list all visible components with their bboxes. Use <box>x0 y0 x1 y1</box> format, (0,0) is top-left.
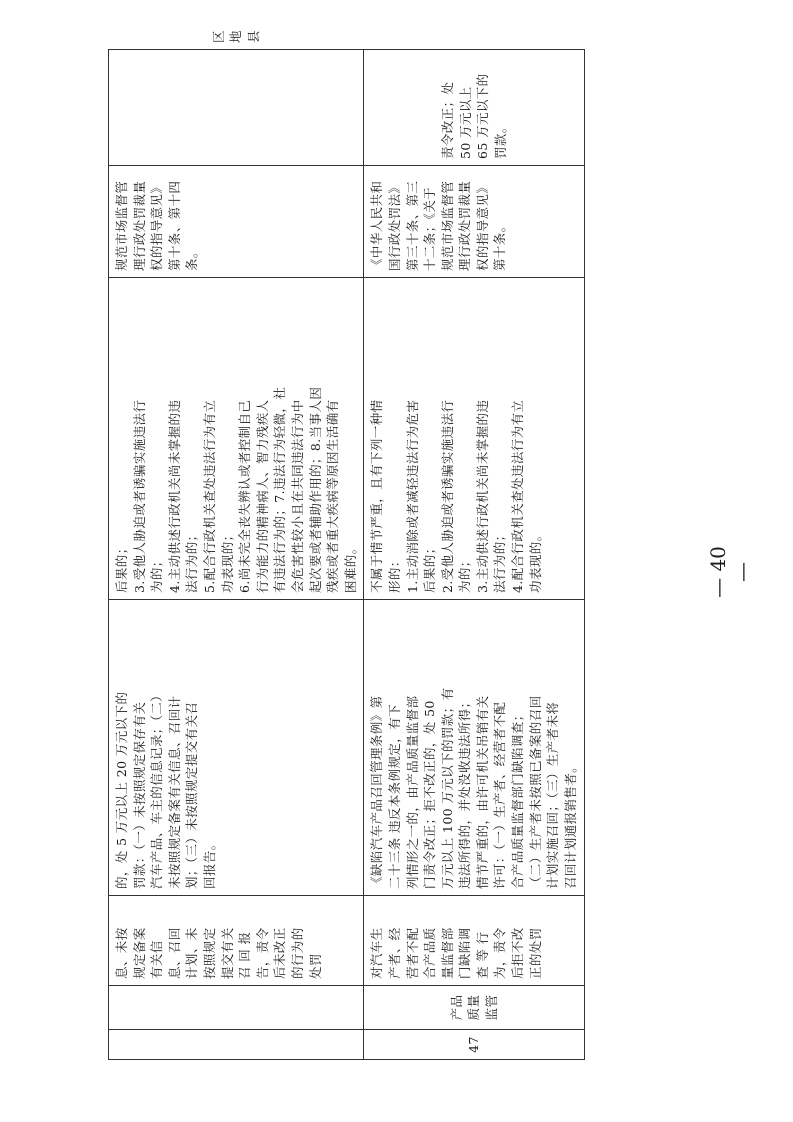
circumstances-line: 6.尚未完全丧失辨认或者控制自己 <box>237 399 253 593</box>
behavior-line: 门缺陷调 <box>457 927 473 979</box>
provision-line: 《缺陷汽车产品召回管理条例》第 <box>369 695 385 889</box>
basis-line: 第三十条、第三 <box>404 180 420 271</box>
page-number: — 40 — <box>706 546 754 598</box>
provision-line: 召回计划通报销售者。 <box>562 759 578 889</box>
behavior-line: 的行为的 <box>289 927 305 979</box>
penalty-line: 50 万元以上 <box>457 86 473 159</box>
circumstances-line: 起次要或者辅助作用的；8.当事人因 <box>307 386 323 593</box>
circumstances-line: 困难的。 <box>342 541 358 593</box>
provision-line: 情节严重的，由许可机关吊销有关 <box>474 695 490 889</box>
behavior-line: 后未改正 <box>272 927 288 979</box>
row-number: 47 <box>364 1030 585 1060</box>
behavior-line: 规定备案 <box>131 927 147 979</box>
behavior-cell <box>364 896 585 986</box>
provision-line: 违法所得的，并处没收违法所得； <box>457 695 473 889</box>
circumstances-line: 不属于情节严重，且有下列一种情 <box>369 399 385 593</box>
circumstances-line: 2.受他人胁迫或者诱骗实施违法行 <box>439 399 455 593</box>
circumstances-line: 残疾或者重大疾病等原因生活确有 <box>325 399 341 593</box>
circumstances-cell <box>109 278 364 600</box>
circumstances-line: 后果的； <box>422 541 438 593</box>
basis-cell <box>109 166 364 278</box>
behavior-line: 处罚 <box>307 953 323 979</box>
behavior-line: 息、召回 <box>166 927 182 979</box>
penalty-line: 责令改正；处 <box>439 81 455 159</box>
circumstances-line: 3.受他人胁迫或者诱骗实施违法行 <box>131 399 147 593</box>
circumstances-line: 功表现的。 <box>527 528 543 593</box>
provision-cell <box>364 600 585 896</box>
behavior-line: 召 回 报 <box>237 931 253 979</box>
circumstances-line: 为的； <box>149 554 165 593</box>
penalty-line: 65 万元以下的 <box>475 73 491 159</box>
circumstances-line: 形的： <box>386 554 402 593</box>
provision-line: 罚款：（一）未按照规定保存有关 <box>131 701 147 889</box>
provision-line: 合产品质量监督部门缺陷调查； <box>510 708 526 889</box>
basis-line: 规范市场监督管 <box>114 180 129 271</box>
circumstances-line: 为的； <box>457 554 473 593</box>
circumstances-line: 法行为的； <box>184 528 200 593</box>
behavior-line: 按照规定 <box>201 927 217 979</box>
provision-line: 未按照规定备案有关信息、召回计 <box>166 695 182 889</box>
behavior-line: 告，责令 <box>254 927 270 979</box>
page-number-area <box>700 0 760 1122</box>
behavior-line: 合产品质 <box>422 927 438 979</box>
provision-line: 计划实施召回；（三）生产者未将 <box>545 701 561 889</box>
basis-line: 国行政处罚法》 <box>386 180 402 271</box>
provision-line: 列情形之一的，由产品质量监督部 <box>404 695 420 889</box>
behavior-line: 对汽车生 <box>369 927 385 979</box>
provision-line: 门责令改正；拒不改正的，处 50 <box>422 700 438 889</box>
provision-line: 许可：（一）生产者、经营者不配 <box>492 701 508 889</box>
circumstances-line: 法行为的； <box>492 528 508 593</box>
circumstances-line: 后果的； <box>114 541 129 593</box>
basis-line: 权的指导意见》 <box>149 180 165 271</box>
penalty-cell <box>364 50 585 166</box>
circumstances-line: 1.主动消除或者减轻违法行为危害 <box>404 399 420 593</box>
behavior-line: 查 等 行 <box>474 931 490 979</box>
category-line: 产品 <box>448 994 464 1021</box>
circumstances-cell <box>364 278 585 600</box>
rotated-table-container <box>108 30 585 1060</box>
basis-line: 理行政处罚裁量 <box>131 180 147 271</box>
table-row-continuation: 息、未按 规定备案 有关信 息、召回 计划、未 按照规定 提交有关 召 回 报 告，责令 后未改正 的行为的 处罚 的，处 5 万元以上 20 万元以下的 罚款：（一）未按照规定保存有关 汽车产品、车主的信息记录；（二） 未按照规定备案有关信息、召回计 划；（三）未按照规定提交有关召 回报告。 后果的； 3.受他人胁迫或者诱骗实施违法行 为的； 4.主动供述行政机关尚未掌握的违 法行为的； 5.配合行政机关查处违法行为有立 功表现的； 6.尚未完全丧失辨认或者控制自己 行为能力的精神病人、智力残疾人 有违法行为的；7.违法行为轻微，社 会危害性较小且在共同违法行为中 起次要或者辅助作用的；8.当事人因 残疾或者重大疾病等原因生活确有 困难的。 规范市场监督管 理行政处罚裁量 权的指导意见》 第十条、第十四 条。 区地县 <box>109 50 364 1060</box>
basis-cell <box>364 166 585 278</box>
provision-line: 汽车产品、车主的信息记录；（二） <box>149 688 165 889</box>
circumstances-line: 5.配合行政机关查处违法行为有立 <box>201 399 217 593</box>
circumstances-line: 3.主动供述行政机关尚未掌握的违 <box>474 399 490 593</box>
circumstances-line: 功表现的； <box>219 528 235 593</box>
behavior-line: 产者、经 <box>386 927 402 979</box>
behavior-line: 后拒不改 <box>510 927 526 979</box>
provision-line: 万元以上 100 万元以下的罚款；有 <box>439 687 455 889</box>
basis-line: 第十条。 <box>492 219 508 271</box>
behavior-line: 息、未按 <box>114 927 129 979</box>
provision-line: 划；（三）未按照规定提交有关召 <box>184 701 200 889</box>
basis-line: 第十条、第十四 <box>166 180 182 271</box>
behavior-cell <box>109 896 364 986</box>
table-row-47 <box>364 50 585 1060</box>
category-line: 质量 <box>466 994 482 1021</box>
category-line: 监管 <box>483 994 499 1021</box>
basis-line: 十二条；《关于 <box>422 186 438 271</box>
behavior-line: 计划、未 <box>184 927 200 979</box>
behavior-line: 营者不配 <box>404 927 420 979</box>
circumstances-line: 行为能力的精神病人、智力残疾人 <box>254 399 270 593</box>
circumstances-line: 4.主动供述行政机关尚未掌握的违 <box>166 399 182 593</box>
penalty-table <box>108 30 585 1060</box>
circumstances-line: 4.配合行政机关查处违法行为有立 <box>510 399 526 593</box>
row-category <box>109 986 364 1030</box>
provision-cell <box>109 600 364 896</box>
behavior-line: 提交有关 <box>219 927 235 979</box>
behavior-line: 量监督部 <box>439 927 455 979</box>
basis-line: 权的指导意见》 <box>474 180 490 271</box>
provision-line: 的，处 5 万元以上 20 万元以下的 <box>114 691 129 889</box>
basis-line: 《中华人民共和 <box>369 180 385 271</box>
circumstances-line: 有违法行为的；7.违法行为轻微，社 <box>272 386 288 593</box>
circumstances-line: 会危害性较小且在共同违法行为中 <box>289 399 305 593</box>
penalty-line: 罚款。 <box>492 120 508 159</box>
behavior-line: 为，责令 <box>492 927 508 979</box>
row-number <box>109 1030 364 1060</box>
basis-line: 条。 <box>184 245 200 271</box>
penalty-cell <box>109 50 364 166</box>
provision-line: 回报告。 <box>201 837 217 889</box>
row-category <box>364 986 585 1030</box>
basis-line: 规范市场监督管 <box>439 180 455 271</box>
behavior-line: 有关信 <box>149 940 165 979</box>
provision-line: （二）生产者未按照已备案的召回 <box>527 695 543 889</box>
provision-line: 二十三条 违反本条例规定，有下 <box>386 704 402 889</box>
behavior-line: 正的处罚 <box>527 927 543 979</box>
basis-line: 理行政处罚裁量 <box>457 180 473 271</box>
